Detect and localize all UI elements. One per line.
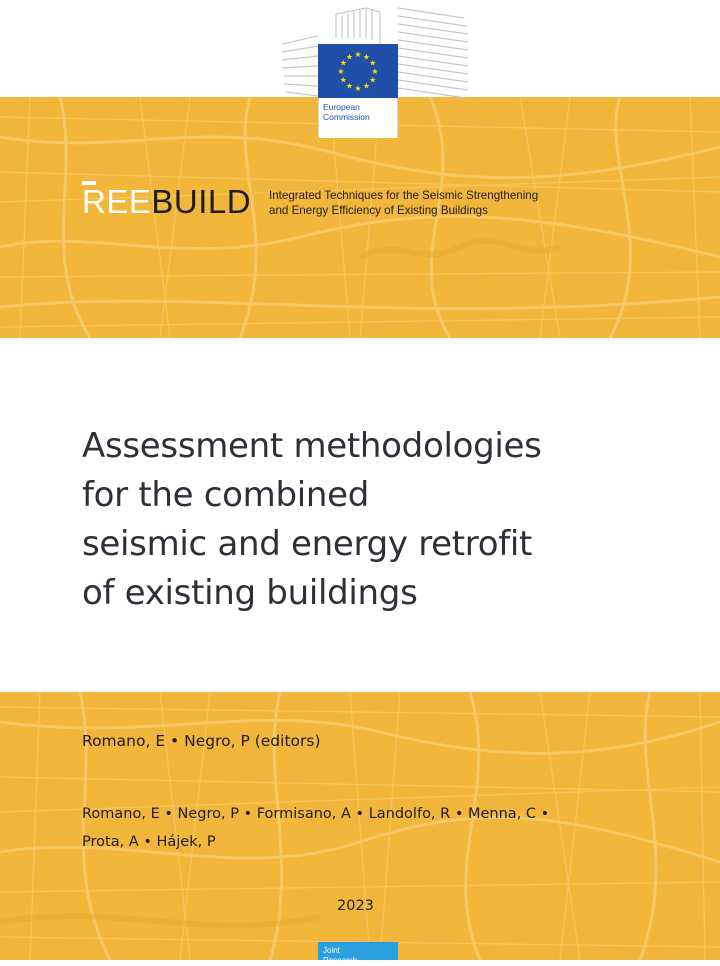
svg-text:★: ★ <box>362 81 371 91</box>
svg-text:★: ★ <box>354 50 362 59</box>
jrc-badge-line1: Joint <box>323 946 340 955</box>
svg-text:★: ★ <box>369 58 377 68</box>
european-commission-logo <box>276 4 472 138</box>
svg-text:★: ★ <box>371 67 379 76</box>
svg-text:★: ★ <box>339 58 347 68</box>
project-subtitle <box>269 188 669 218</box>
eu-stars-icon <box>318 44 398 98</box>
report-title-line2: for the combined <box>82 475 370 515</box>
svg-text:★: ★ <box>362 52 371 62</box>
reebuild-logo-part2: BUILD <box>151 183 252 220</box>
publication-year: 2023 <box>337 898 374 914</box>
authors-line1: Romano, E • Negro, P • Formisano, A • Landolfo, R • Menna, C • <box>82 806 550 822</box>
svg-text:★: ★ <box>339 75 347 85</box>
svg-text:★: ★ <box>337 67 345 76</box>
ec-label-line2: Commission <box>323 112 370 122</box>
report-title-line3: seismic and energy retrofit <box>82 524 533 564</box>
svg-text:★: ★ <box>369 75 377 85</box>
editors-line: Romano, E • Negro, P (editors) <box>82 732 321 750</box>
jrc-logo-badge <box>318 942 398 965</box>
svg-text:★: ★ <box>354 84 362 93</box>
svg-text:★: ★ <box>345 52 354 62</box>
ec-logo-label <box>318 98 398 138</box>
jrc-badge-line2: Research <box>323 956 358 965</box>
ec-label-line1: European <box>323 102 360 112</box>
authors-line2: Prota, A • Hájek, P <box>82 834 216 850</box>
project-subtitle-line1: Integrated Techniques for the Seismic Strengthening <box>269 189 539 202</box>
project-subtitle-line2: and Energy Efficiency of Existing Buildings <box>269 204 488 217</box>
authors-list <box>82 800 682 856</box>
report-title-line1: Assessment methodologies <box>82 426 542 466</box>
svg-text:★: ★ <box>345 81 354 91</box>
report-title-line4: of existing buildings <box>82 573 418 613</box>
report-title <box>82 422 682 618</box>
eu-flag <box>318 44 398 98</box>
reebuild-logo <box>82 182 251 222</box>
reebuild-logo-part1: REE <box>82 183 152 220</box>
